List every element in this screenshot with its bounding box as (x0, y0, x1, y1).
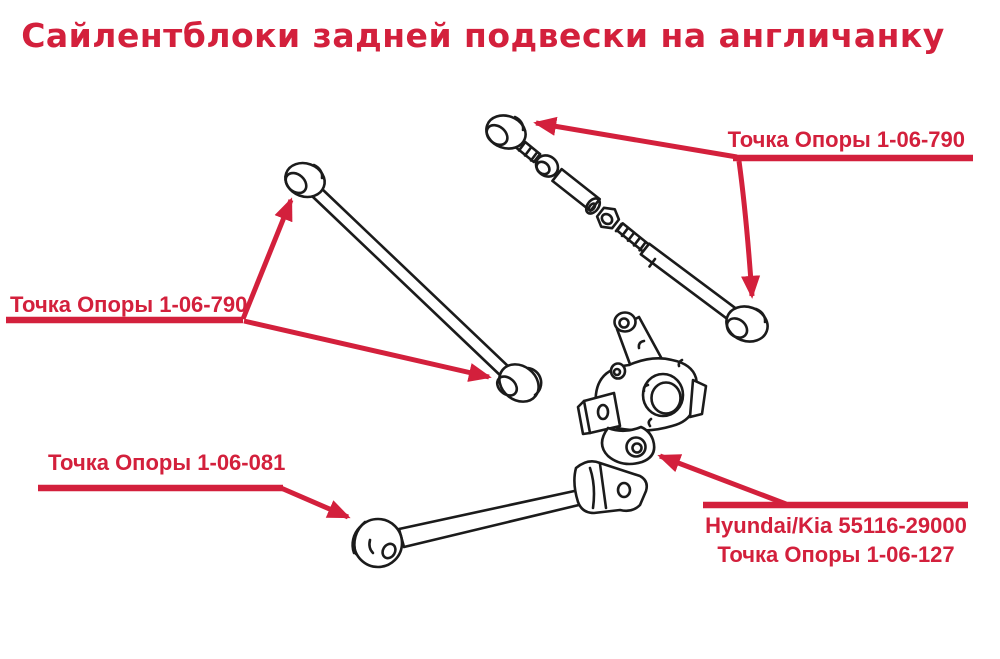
arrow-to-arm-bushing (281, 488, 348, 517)
leader-bottom-left (38, 488, 348, 517)
lower-trailing-arm-drawing (353, 461, 647, 567)
leader-bottom-right (660, 456, 968, 505)
label-bottom-left: Точка Опоры 1-06-081 (48, 450, 286, 475)
diagonal-lateral-rod-drawing (281, 158, 546, 410)
arrow-to-knuckle-bushing (660, 456, 786, 504)
label-bottom-right-line2: Точка Опоры 1-06-127 (717, 542, 955, 567)
arrow-to-lower-eye-bushing (739, 161, 752, 296)
arrow-to-rod-upper-bushing (243, 200, 291, 319)
label-bottom-right (700, 511, 972, 569)
label-bottom-right-line1: Hyundai/Kia 55116-29000 (705, 513, 967, 538)
label-top-right: Точка Опоры 1-06-790 (727, 127, 965, 152)
label-left: Точка Опоры 1-06-790 (10, 292, 248, 317)
page-title: Сайлентблоки задней подвески на англичанку (21, 16, 945, 55)
rear-knuckle-drawing (578, 313, 706, 465)
